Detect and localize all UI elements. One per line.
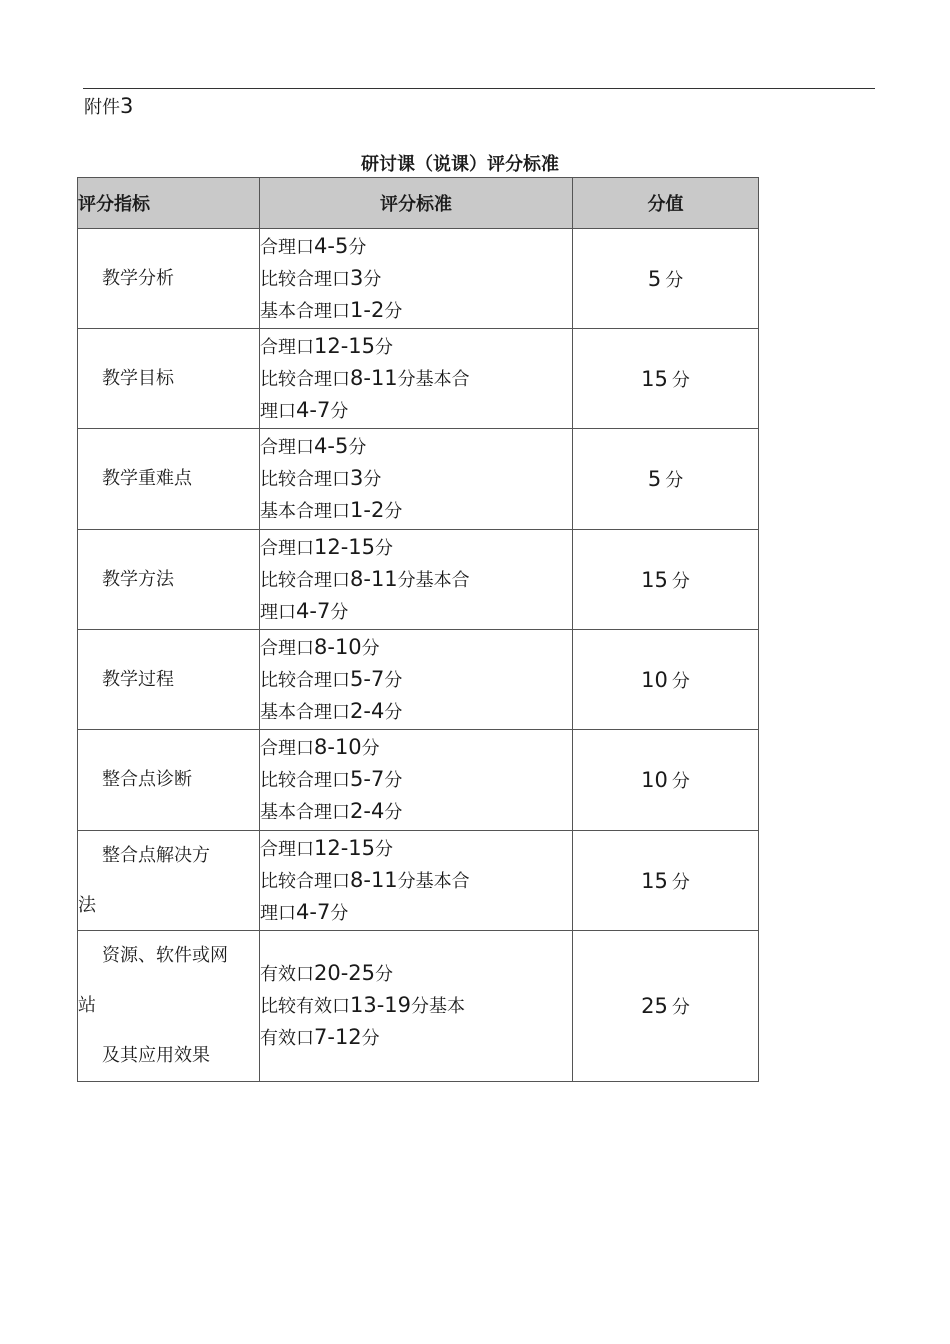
criteria-range: 12-15 [314, 835, 376, 860]
criteria-text: 比较合理口 [260, 469, 350, 490]
criteria-text: 分 [375, 537, 394, 559]
criteria-line [260, 596, 572, 628]
criteria-line [260, 495, 572, 527]
score-unit: 分 [671, 997, 690, 1018]
criteria-range: 8-11 [350, 365, 398, 390]
criteria-line [260, 231, 572, 263]
header-indicator: 评分指标 [78, 178, 260, 229]
document-title: 研讨课（说课）评分标准 [361, 154, 559, 175]
criteria-line [260, 764, 572, 796]
criteria-range: 2-4 [350, 799, 385, 823]
criteria-text: 分 [384, 501, 403, 522]
table-row [78, 530, 759, 630]
criteria-text: 分 [363, 469, 382, 490]
criteria-range: 12-15 [314, 333, 376, 358]
criteria-line [260, 632, 572, 664]
criteria-text: 合理口 [260, 537, 314, 559]
score-cell [573, 931, 759, 1082]
criteria-text: 分 [384, 701, 403, 723]
criteria-line [260, 363, 572, 395]
criteria-line [260, 958, 572, 990]
criteria-text: 分 [348, 437, 367, 458]
indicator-text: 教学方法 [102, 568, 174, 590]
criteria-text: 分 [375, 964, 394, 985]
score-unit: 分 [671, 670, 690, 692]
indicator-cell [78, 931, 260, 1082]
criteria-text: 分基本 [411, 996, 466, 1017]
attachment-number: 3 [120, 94, 134, 118]
scoring-table [77, 177, 759, 1082]
criteria-text: 比较合理口 [260, 368, 350, 390]
indicator-text: 整合点诊断 [102, 769, 192, 790]
criteria-range: 13-19 [350, 993, 412, 1017]
criteria-text: 分 [348, 236, 367, 258]
indicator-text: 教学分析 [102, 267, 174, 289]
criteria-cell [260, 229, 573, 329]
indicator-text: 站 [78, 995, 96, 1016]
criteria-line [260, 664, 572, 696]
criteria-text: 分 [384, 300, 403, 322]
criteria-line [260, 463, 572, 495]
indicator-cell [78, 831, 260, 931]
criteria-text: 合理口 [260, 637, 314, 659]
score-value: 25 [641, 994, 668, 1018]
score-cell [573, 329, 759, 429]
criteria-text: 有效口 [260, 964, 314, 985]
table-row [78, 429, 759, 530]
criteria-range: 8-10 [314, 735, 362, 759]
score-value: 15 [641, 366, 668, 391]
criteria-range: 1-2 [350, 498, 385, 522]
criteria-text: 基本合理口 [260, 501, 350, 522]
criteria-line [260, 897, 572, 929]
criteria-text: 理口 [260, 400, 296, 422]
criteria-range: 2-4 [350, 698, 385, 723]
criteria-line [260, 263, 572, 295]
header-score: 分值 [573, 178, 759, 229]
score-value: 5 [647, 467, 662, 491]
criteria-text: 分基本合 [397, 569, 470, 591]
table-row [78, 730, 759, 831]
criteria-text: 分 [375, 838, 394, 860]
criteria-text: 比较有效口 [260, 996, 350, 1017]
table-row [78, 329, 759, 429]
criteria-cell [260, 931, 573, 1082]
criteria-cell [260, 530, 573, 630]
indicator-text: 资源、软件或网 [102, 945, 228, 966]
table-row [78, 630, 759, 730]
criteria-text: 分 [330, 601, 349, 623]
criteria-range: 4-7 [296, 598, 331, 623]
criteria-line [260, 1022, 572, 1054]
criteria-range: 12-15 [314, 534, 376, 559]
indicator-cell [78, 630, 260, 730]
criteria-text: 分 [361, 637, 380, 659]
criteria-text: 比较合理口 [260, 569, 350, 591]
criteria-line [260, 696, 572, 728]
criteria-text: 分 [361, 738, 380, 759]
criteria-range: 7-12 [314, 1025, 362, 1049]
criteria-text: 分基本合 [397, 368, 470, 390]
criteria-text: 有效口 [260, 1028, 314, 1049]
score-value: 15 [641, 567, 668, 592]
indicator-cell [78, 730, 260, 831]
indicator-text: 教学目标 [102, 367, 174, 389]
indicator-text: 整合点解决方 [102, 844, 210, 866]
table-row [78, 831, 759, 931]
score-value: 15 [641, 868, 668, 893]
header-criteria: 评分标准 [260, 178, 573, 229]
criteria-text: 基本合理口 [260, 701, 350, 723]
criteria-line [260, 331, 572, 363]
criteria-range: 20-25 [314, 961, 376, 985]
criteria-range: 4-7 [296, 397, 331, 422]
criteria-cell [260, 831, 573, 931]
score-cell [573, 831, 759, 931]
indicator-cell [78, 329, 260, 429]
criteria-text: 合理口 [260, 838, 314, 860]
criteria-text: 比较合理口 [260, 268, 350, 290]
score-value: 10 [641, 768, 668, 792]
criteria-text: 合理口 [260, 738, 314, 759]
criteria-text: 分 [330, 400, 349, 422]
criteria-range: 3 [350, 466, 364, 490]
criteria-text: 分 [384, 669, 403, 691]
score-value: 5 [647, 266, 662, 291]
criteria-text: 合理口 [260, 437, 314, 458]
criteria-cell [260, 429, 573, 530]
indicator-cell [78, 229, 260, 329]
criteria-line [260, 833, 572, 865]
indicator-cell [78, 429, 260, 530]
criteria-text: 分 [363, 268, 382, 290]
criteria-line [260, 395, 572, 427]
indicator-text: 教学重难点 [102, 468, 192, 489]
attachment-label: 附件3 [84, 94, 134, 118]
criteria-text: 分 [384, 802, 403, 823]
criteria-range: 4-7 [296, 899, 331, 924]
score-unit: 分 [671, 369, 690, 391]
score-value: 10 [641, 667, 668, 692]
criteria-line [260, 796, 572, 828]
criteria-text: 分 [384, 770, 403, 791]
table-header-row [78, 178, 759, 229]
score-unit: 分 [671, 871, 690, 893]
criteria-text: 比较合理口 [260, 669, 350, 691]
score-cell [573, 730, 759, 831]
criteria-line [260, 564, 572, 596]
indicator-text: 教学过程 [102, 668, 174, 690]
criteria-range: 8-11 [350, 867, 398, 892]
criteria-line [260, 431, 572, 463]
criteria-line [260, 732, 572, 764]
table-row [78, 229, 759, 329]
indicator-text: 法 [78, 894, 96, 916]
criteria-range: 5-7 [350, 767, 385, 791]
score-unit: 分 [671, 570, 690, 592]
criteria-text: 基本合理口 [260, 802, 350, 823]
criteria-text: 比较合理口 [260, 770, 350, 791]
top-rule [83, 88, 875, 89]
indicator-text: 及其应用效果 [102, 1045, 210, 1066]
score-cell [573, 530, 759, 630]
criteria-text: 分 [361, 1028, 380, 1049]
criteria-line [260, 532, 572, 564]
criteria-line [260, 990, 572, 1022]
criteria-text: 基本合理口 [260, 300, 350, 322]
criteria-text: 合理口 [260, 236, 314, 258]
criteria-range: 4-5 [314, 434, 349, 458]
criteria-range: 8-11 [350, 566, 398, 591]
table-row [78, 931, 759, 1082]
criteria-line [260, 295, 572, 327]
criteria-range: 1-2 [350, 297, 385, 322]
score-cell [573, 630, 759, 730]
criteria-text: 分 [330, 902, 349, 924]
score-unit: 分 [671, 771, 690, 792]
score-unit: 分 [665, 470, 684, 491]
criteria-cell [260, 630, 573, 730]
criteria-text: 分 [375, 336, 394, 358]
criteria-range: 5-7 [350, 666, 385, 691]
score-cell [573, 429, 759, 530]
criteria-range: 4-5 [314, 233, 349, 258]
criteria-text: 分基本合 [397, 870, 470, 892]
criteria-text: 合理口 [260, 336, 314, 358]
score-unit: 分 [665, 269, 684, 291]
criteria-text: 理口 [260, 601, 296, 623]
score-cell [573, 229, 759, 329]
criteria-range: 8-10 [314, 634, 362, 659]
criteria-cell [260, 730, 573, 831]
criteria-line [260, 865, 572, 897]
criteria-range: 3 [350, 265, 364, 290]
indicator-cell [78, 530, 260, 630]
criteria-cell [260, 329, 573, 429]
criteria-text: 理口 [260, 902, 296, 924]
criteria-text: 比较合理口 [260, 870, 350, 892]
